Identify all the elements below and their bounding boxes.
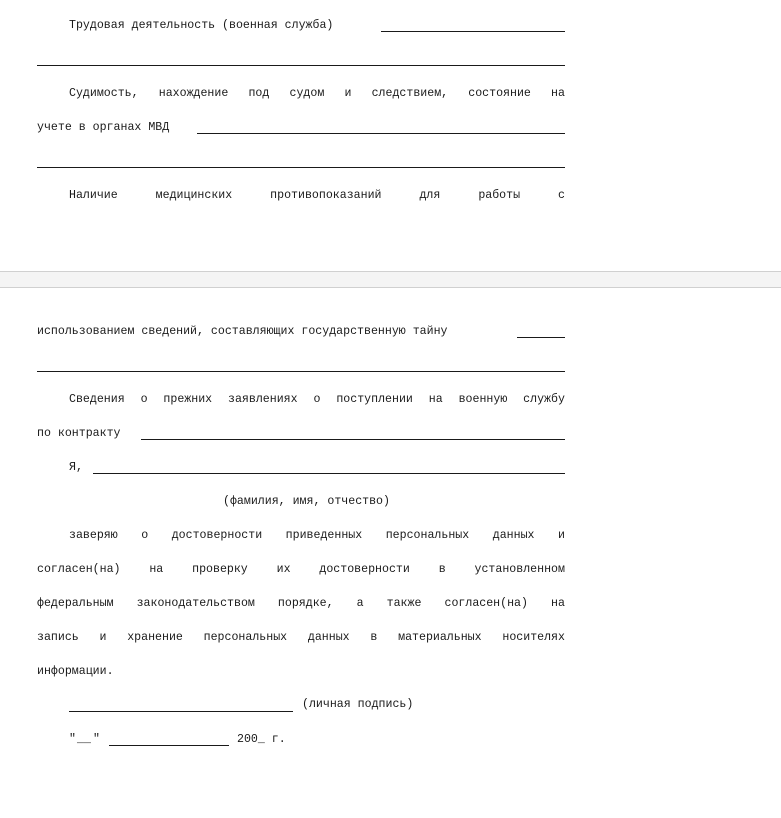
- word: материальных: [398, 631, 482, 644]
- date-quote-close: ": [93, 733, 100, 746]
- word: согласен(на): [444, 597, 528, 610]
- word: о: [140, 393, 148, 406]
- word: о: [141, 529, 149, 542]
- word: службу: [523, 393, 565, 406]
- criminal-blank-line-2[interactable]: [37, 167, 565, 168]
- signature-caption: (личная подпись): [302, 698, 414, 711]
- word: работы: [478, 189, 521, 202]
- word: судом: [289, 87, 325, 100]
- medical-label: использованием сведений, составляющих государственную тайну: [37, 325, 448, 338]
- word: установленном: [474, 563, 565, 576]
- date-day-blank[interactable]: __: [77, 733, 91, 746]
- date-quote-open: ": [69, 733, 76, 746]
- declaration-line-3: [37, 596, 565, 611]
- word: для: [419, 189, 441, 202]
- date-year: 200_ г.: [237, 733, 286, 746]
- fio-caption: (фамилия, имя, отчество): [223, 495, 390, 508]
- word: приведенных: [285, 529, 363, 542]
- declaration-line-1: [69, 528, 565, 543]
- word: и: [344, 87, 352, 100]
- word: их: [276, 563, 291, 576]
- word: прежних: [163, 393, 213, 406]
- medical-text-line-1: [69, 188, 565, 203]
- word: достоверности: [171, 529, 263, 542]
- word: нахождение: [158, 87, 229, 100]
- word: и: [558, 529, 565, 542]
- prior-blank-line[interactable]: [141, 439, 565, 440]
- word: следствием,: [371, 87, 449, 100]
- date-month-blank-line[interactable]: [109, 745, 229, 746]
- word: поступлении: [336, 393, 413, 406]
- word: а: [356, 597, 364, 610]
- i-label: Я,: [69, 461, 83, 474]
- declaration-line-4: [37, 630, 565, 645]
- signature-blank-line[interactable]: [69, 711, 293, 712]
- prior-text-line-1: [69, 392, 565, 407]
- employment-blank-line-2[interactable]: [37, 65, 565, 66]
- criminal-label: учете в органах МВД: [37, 121, 170, 134]
- word: на: [551, 87, 565, 100]
- medical-blank-line[interactable]: [517, 337, 565, 338]
- word: данных: [307, 631, 350, 644]
- word: и: [99, 631, 107, 644]
- word: военную: [458, 393, 508, 406]
- word: носителях: [502, 631, 565, 644]
- word: медицинских: [155, 189, 233, 202]
- word: Наличие: [69, 189, 118, 202]
- word: законодательством: [136, 597, 255, 610]
- word: состояние: [468, 87, 531, 100]
- word: на: [428, 393, 443, 406]
- word: заверяю: [69, 529, 118, 542]
- word: достоверности: [319, 563, 410, 576]
- word: на: [149, 563, 164, 576]
- declaration-line-2: [37, 562, 565, 577]
- employment-label: Трудовая деятельность (военная служба): [69, 19, 334, 32]
- medical-blank-line-2[interactable]: [37, 371, 565, 372]
- word: о: [313, 393, 321, 406]
- word: с: [558, 189, 565, 202]
- word: федеральным: [37, 597, 114, 610]
- word: персональных: [385, 529, 470, 542]
- word: порядке,: [277, 597, 334, 610]
- word: персональных: [203, 631, 288, 644]
- prior-label: по контракту: [37, 427, 121, 440]
- document-page-2: [0, 288, 781, 818]
- word: запись: [37, 631, 79, 644]
- word: противопоказаний: [270, 189, 382, 202]
- word: данных: [492, 529, 535, 542]
- word: заявлениях: [228, 393, 298, 406]
- document-page-1: [0, 0, 781, 271]
- criminal-text-line-1: [69, 86, 565, 101]
- declaration-line-5: информации.: [37, 665, 114, 678]
- word: в: [438, 563, 446, 576]
- employment-blank-line[interactable]: [381, 31, 565, 32]
- page-break: [0, 271, 781, 288]
- fio-blank-line[interactable]: [93, 473, 565, 474]
- word: Сведения: [69, 393, 125, 406]
- criminal-blank-line[interactable]: [197, 133, 565, 134]
- word: Судимость,: [69, 87, 139, 100]
- word: также: [386, 597, 422, 610]
- word: в: [370, 631, 378, 644]
- word: на: [551, 597, 565, 610]
- word: проверку: [192, 563, 248, 576]
- word: под: [248, 87, 270, 100]
- word: согласен(на): [37, 563, 121, 576]
- word: хранение: [127, 631, 183, 644]
